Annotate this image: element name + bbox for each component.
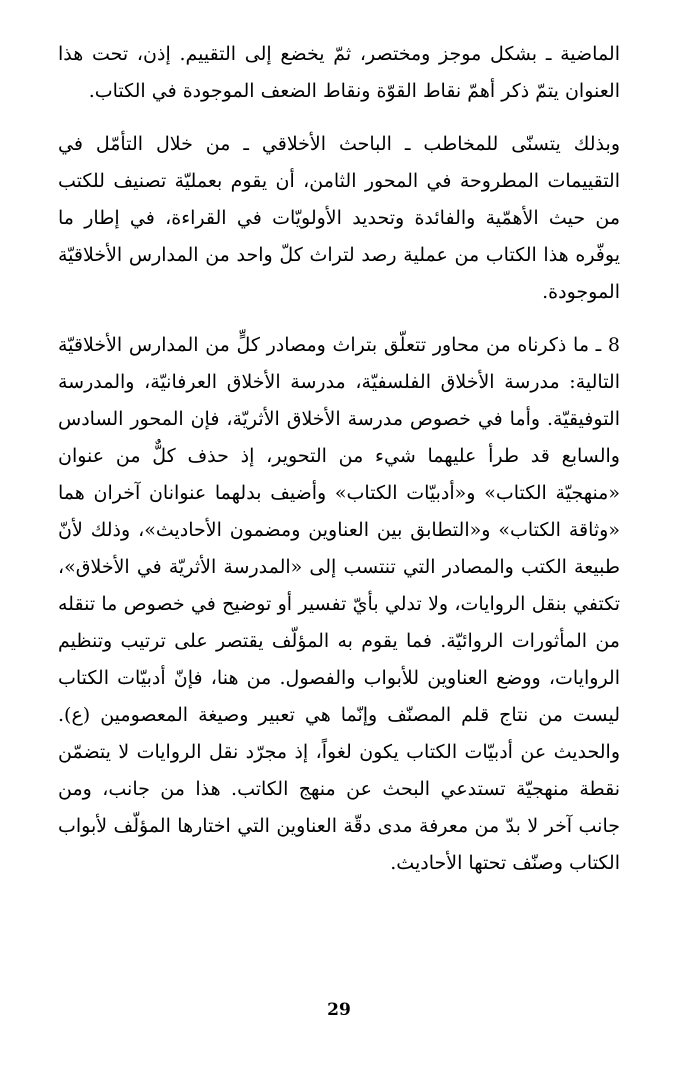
paragraph-3: 8 ـ ما ذكرناه من محاور تتعلّق بتراث ومصادر كلٍّ من المدارس الأخلاقيّة التالية: مدرسة الأخلاق الفلسفيّة، مدرسة الأخلاق العرفانيّة، والمدرسة التوفيقيّة. وأما في خصوص مدرسة الأخلاق الأثريّة، فإن المحور السادس والسابع قد طرأ عليهما شيء من التحوير، إذ حذف كلٌّ من عنوان «منهجيّة الكتاب» و«أدبيّات الكتاب» وأضيف بدلهما عنوانان آخران هما «وثاقة الكتاب» و«التطابق بين العناوين ومضمون الأحاديث»، وذلك لأنّ طبيعة الكتب والمصادر التي تنتسب إلى «المدرسة الأثريّة في الأخلاق»، تكتفي بنقل الروايات، ولا تدلي بأيّ تفسير أو توضيح في خصوص ما تنقله من المأثورات الروائيّة. فما يقوم به المؤلّف يقتصر على ترتيب وتنظيم الروايات، ووضع العناوين للأبواب والفصول. من هنا، فإنّ أدبيّات الكتاب ليست من نتاج قلم المصنّف وإنّما هي تعبير وصيغة المعصومين (ع). والحديث عن أدبيّات الكتاب يكون لغواً، إذ مجرّد نقل الروايات لا يتضمّن نقطة منهجيّة تستدعي البحث عن منهج الكاتب. هذا من جانب، ومن جانب آخر لا بدّ من معرفة مدى دقّة العناوين التي اختارها المؤلّف لأبواب الكتاب وصنّف تحتها الأحاديث. <box>58 334 620 874</box>
paragraph-1: الماضية ـ بشكل موجز ومختصر، ثمّ يخضع إلى التقييم. إذن، تحت هذا العنوان يتمّ ذكر أهمّ نقاط القوّة ونقاط الضعف الموجودة في الكتاب. <box>58 43 620 102</box>
paragraph-2: وبذلك يتسنّى للمخاطب ـ الباحث الأخلاقي ـ من خلال التأمّل في التقييمات المطروحة في المحور الثامن، أن يقوم بعمليّة تصنيف للكتب من حيث الأهمّية والفائدة وتحديد الأولويّات في القراءة، في إطار ما يوفّره هذا الكتاب من عملية رصد لتراث كلّ واحد من المدارس الأخلاقيّة الموجودة. <box>58 133 620 303</box>
page-number: 29 <box>327 1000 351 1020</box>
page-body <box>58 36 620 882</box>
